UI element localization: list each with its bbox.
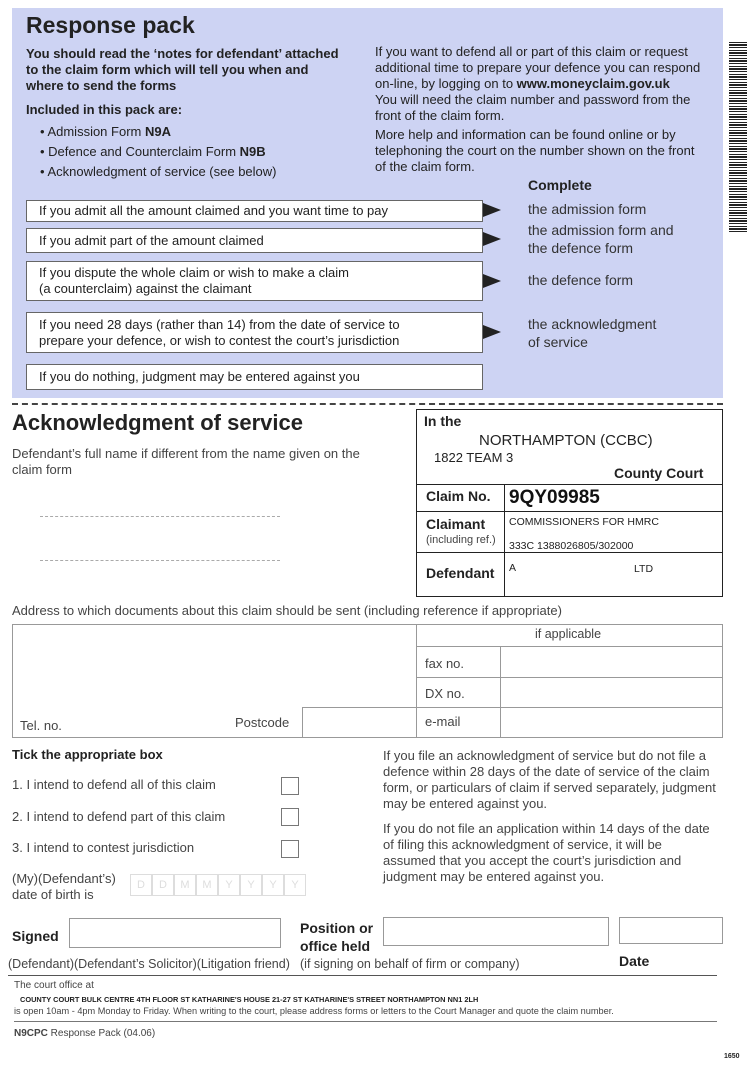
date-label: Date	[619, 953, 650, 969]
email-field[interactable]	[501, 708, 722, 737]
email-label: e-mail	[425, 714, 461, 729]
dob-digit-box[interactable]: Y	[218, 874, 240, 896]
checkbox-defend-all[interactable]	[281, 777, 299, 795]
divider	[416, 552, 723, 553]
included-list	[40, 122, 277, 182]
dob-digit-box[interactable]: Y	[262, 874, 284, 896]
option-defend-all-label: 1. I intend to defend all of this claim	[12, 777, 216, 792]
row-admit-all: If you admit all the amount claimed and you want time to pay	[26, 200, 483, 222]
corner-code: 1650	[724, 1053, 740, 1060]
row-28-days: If you need 28 days (rather than 14) from the date of service to prepare your defence, or wish to contest the court’s jurisdiction	[26, 312, 483, 353]
arrow-icon	[483, 274, 501, 288]
defendant-name-end: LTD	[634, 563, 654, 575]
help-info: More help and information can be found online or by telephoning the court on the number shown on the front of the claim form.	[375, 127, 695, 174]
county-court-label: County Court	[614, 465, 704, 481]
form-code: N9CPC Response Pack (04.06)	[14, 1028, 156, 1039]
claim-no-label: Claim No.	[426, 488, 491, 504]
defendant-name-start: A	[509, 562, 517, 574]
dob-digit-box[interactable]: D	[130, 874, 152, 896]
row-do-nothing: If you do nothing, judgment may be entered against you	[26, 364, 483, 390]
dx-label: DX no.	[425, 686, 465, 701]
divider	[416, 624, 417, 738]
dob-digit-box[interactable]: Y	[284, 874, 306, 896]
tel-label: Tel. no.	[20, 718, 62, 733]
cut-line	[12, 403, 723, 405]
response-pack-title: Response pack	[26, 12, 195, 38]
included-heading: Included in this pack are:	[26, 102, 183, 117]
divider	[8, 975, 717, 976]
fax-label: fax no.	[425, 656, 465, 671]
claimant-label: Claimant	[426, 516, 486, 532]
position-label: Position or office held	[300, 920, 374, 954]
court-office-label: The court office at	[14, 980, 94, 991]
ack-title: Acknowledgment of service	[12, 410, 303, 435]
court-name: NORTHAMPTON (CCBC)	[479, 432, 653, 449]
claimant-ref: 333C 1388026805/302000	[509, 540, 634, 552]
fax-field[interactable]	[501, 647, 722, 676]
divider	[416, 511, 723, 512]
dob-digit-box[interactable]: Y	[240, 874, 262, 896]
arrow-icon	[483, 232, 501, 246]
complete-heading: Complete	[528, 177, 592, 193]
moneyclaim-link[interactable]: www.moneyclaim.gov.uk	[516, 76, 670, 91]
postcode-field[interactable]	[302, 707, 416, 738]
dob-digit-box[interactable]: M	[196, 874, 218, 896]
dob-digit-box[interactable]: M	[174, 874, 196, 896]
arrow-icon	[483, 203, 501, 217]
name-line[interactable]	[40, 560, 280, 561]
option-contest-jurisdiction-label: 3. I intend to contest jurisdiction	[12, 840, 195, 855]
in-the-label: In the	[424, 413, 462, 429]
if-applicable-label: if applicable	[535, 627, 602, 641]
dob-label: (My)(Defendant’s) date of birth is	[12, 871, 116, 902]
row-result: the defence form	[528, 272, 634, 288]
divider	[504, 511, 505, 597]
divider	[14, 1021, 717, 1022]
online-info: If you want to defend all or part of this claim or request additional time to prepare your defence you can respond on-line, by logging on to www.moneyclaim.gov.uk You will need the claim number and password from the front of the claim form.	[375, 44, 701, 123]
signature-field[interactable]	[69, 918, 281, 948]
name-line[interactable]	[40, 516, 280, 517]
row-result: the acknowledgment of service	[528, 316, 657, 350]
court-address: COUNTY COURT BULK CENTRE 4TH FLOOR ST KATHARINE'S HOUSE 21-27 ST KATHARINE'S STREET NORTHAMPTON NN1 2LH	[20, 995, 479, 1004]
row-admit-part: If you admit part of the amount claimed	[26, 228, 483, 253]
intro-text: You should read the ‘notes for defendant’ attached to the claim form which will tell you when and where to send the forms	[26, 46, 339, 93]
position-field[interactable]	[383, 917, 609, 946]
opening-hours: is open 10am - 4pm Monday to Friday. When writing to the court, please address forms or letters to the Court Manager and quote the claim number.	[14, 1006, 614, 1016]
defendant-name-label: Defendant’s full name if different from the name given on the claim form	[12, 446, 360, 477]
signer-capacity: (Defendant)(Defendant’s Solicitor)(Litigation friend)	[8, 957, 290, 971]
note-defence: If you file an acknowledgment of service but do not file a defence within 28 days of the date of service of the claim form, or particulars of claim if served separately, judgment may be entered against you.	[383, 748, 716, 811]
defendant-label: Defendant	[426, 565, 495, 581]
list-item: • Acknowledgment of service (see below)	[40, 164, 277, 179]
checkbox-contest-jurisdiction[interactable]	[281, 840, 299, 858]
note-jurisdiction: If you do not file an application within 14 days of the date of filing this acknowledgment of service, it will be assumed that you accept the court’s jurisdiction and judgment may be entered against you.	[383, 821, 710, 884]
including-ref-label: (including ref.)	[426, 534, 496, 546]
date-field[interactable]	[619, 917, 723, 944]
divider	[504, 484, 505, 512]
postcode-label: Postcode	[235, 715, 290, 730]
checkbox-defend-part[interactable]	[281, 808, 299, 826]
claimant-name: COMMISSIONERS FOR HMRC	[509, 516, 659, 528]
claim-number: 9QY09985	[509, 487, 600, 508]
list-item: • Defence and Counterclaim Form N9B	[40, 144, 266, 159]
tick-heading: Tick the appropriate box	[12, 747, 163, 762]
court-team: 1822 TEAM 3	[434, 450, 514, 465]
arrow-icon	[483, 325, 501, 339]
row-result: the admission form	[528, 201, 647, 217]
list-item: • Admission Form N9A	[40, 124, 171, 139]
dob-digit-box[interactable]: D	[152, 874, 174, 896]
position-note: (if signing on behalf of firm or company)	[300, 957, 520, 971]
option-defend-part-label: 2. I intend to defend part of this claim	[12, 809, 226, 824]
divider	[416, 484, 723, 485]
row-dispute: If you dispute the whole claim or wish to make a claim (a counterclaim) against the claimant	[26, 261, 483, 301]
dx-field[interactable]	[501, 678, 722, 706]
row-result: the admission form and the defence form	[528, 222, 674, 256]
barcode-image	[729, 42, 747, 232]
signed-label: Signed	[12, 928, 59, 944]
address-label: Address to which documents about this claim should be sent (including reference if appropriate)	[12, 603, 562, 618]
